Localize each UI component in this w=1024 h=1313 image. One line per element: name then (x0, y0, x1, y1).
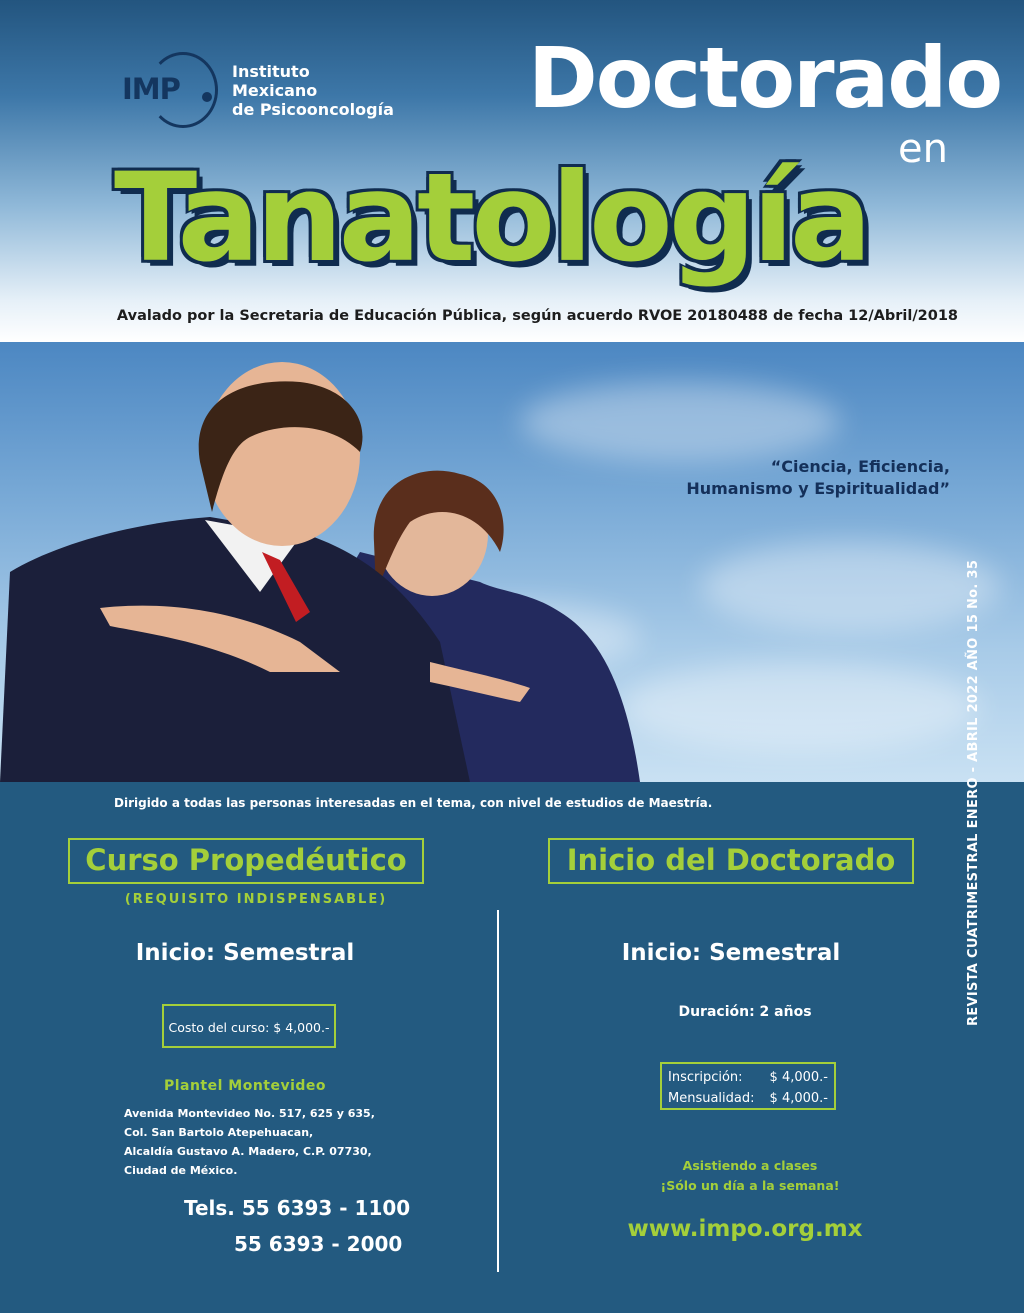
title-connector: en (898, 126, 948, 172)
address-line: Ciudad de México. (124, 1164, 238, 1177)
institute-line: Mexicano (232, 81, 318, 100)
requirement-note: (REQUISITO INDISPENSABLE) (124, 892, 388, 907)
fee-value: $ 4,000.- (769, 1070, 828, 1085)
attendance-line: ¡Sólo un día a la semana! (660, 1178, 840, 1193)
column-divider (497, 910, 499, 1272)
doctorate-title: Inicio del Doctorado (548, 838, 914, 884)
address-line: Col. San Bartolo Atepehuacan, (124, 1126, 314, 1139)
right-start: Inicio: Semestral (621, 940, 841, 966)
logo-dot-icon (202, 92, 212, 102)
phone-secondary: 55 6393 - 2000 (234, 1232, 403, 1256)
propedeutic-title: Curso Propedéutico (68, 838, 424, 884)
website-link[interactable]: www.impo.org.mx (627, 1216, 863, 1242)
attendance-line: Asistiendo a clases (682, 1158, 818, 1173)
header-banner (0, 0, 1024, 342)
endorsement-text: Avalado por la Secretaria de Educación Pública, según acuerdo RVOE 20180488 de fecha 12/Abril/2018 (116, 308, 958, 324)
course-cost: Costo del curso: $ 4,000.- (162, 1004, 336, 1048)
audience-text: Dirigido a todas las personas interesadas en el tema, con nivel de estudios de Maestría. (114, 796, 713, 810)
motto-line: “Ciencia, Eficiencia, (770, 457, 950, 476)
fee-row (662, 1067, 834, 1088)
info-panel (0, 782, 1024, 1313)
hero-photo (0, 342, 1024, 782)
campus-name: Plantel Montevideo (163, 1078, 327, 1094)
campus-address (124, 1104, 375, 1180)
fee-value: $ 4,000.- (769, 1091, 828, 1106)
issue-info-vertical: REVISTA CUATRIMESTRAL ENERO - ABRIL 2022 AÑO 15 No. 35 (966, 559, 981, 1026)
address-line: Avenida Montevideo No. 517, 625 y 635, (124, 1107, 375, 1120)
motto (620, 456, 950, 500)
institute-line: de Psicooncología (232, 100, 394, 119)
fee-row (662, 1088, 834, 1109)
duration: Duración: 2 años (678, 1004, 812, 1020)
fee-label: Mensualidad: (668, 1091, 755, 1106)
imp-logo (122, 52, 217, 132)
address-line: Alcaldía Gustavo A. Madero, C.P. 07730, (124, 1145, 372, 1158)
attendance-note (620, 1156, 880, 1196)
logo-mark: IMP (122, 72, 180, 106)
institute-line: Instituto (232, 62, 310, 81)
institute-name (232, 62, 394, 119)
title-tanatologia: Tanatología (114, 147, 869, 289)
phone-primary: Tels. 55 6393 - 1100 (184, 1196, 411, 1220)
fee-label: Inscripción: (668, 1070, 743, 1085)
left-start: Inicio: Semestral (135, 940, 355, 966)
title-doctorado: Doctorado (528, 29, 1002, 127)
people-illustration (0, 342, 1024, 782)
fees-box (660, 1062, 836, 1110)
motto-line: Humanismo y Espiritualidad” (686, 479, 950, 498)
